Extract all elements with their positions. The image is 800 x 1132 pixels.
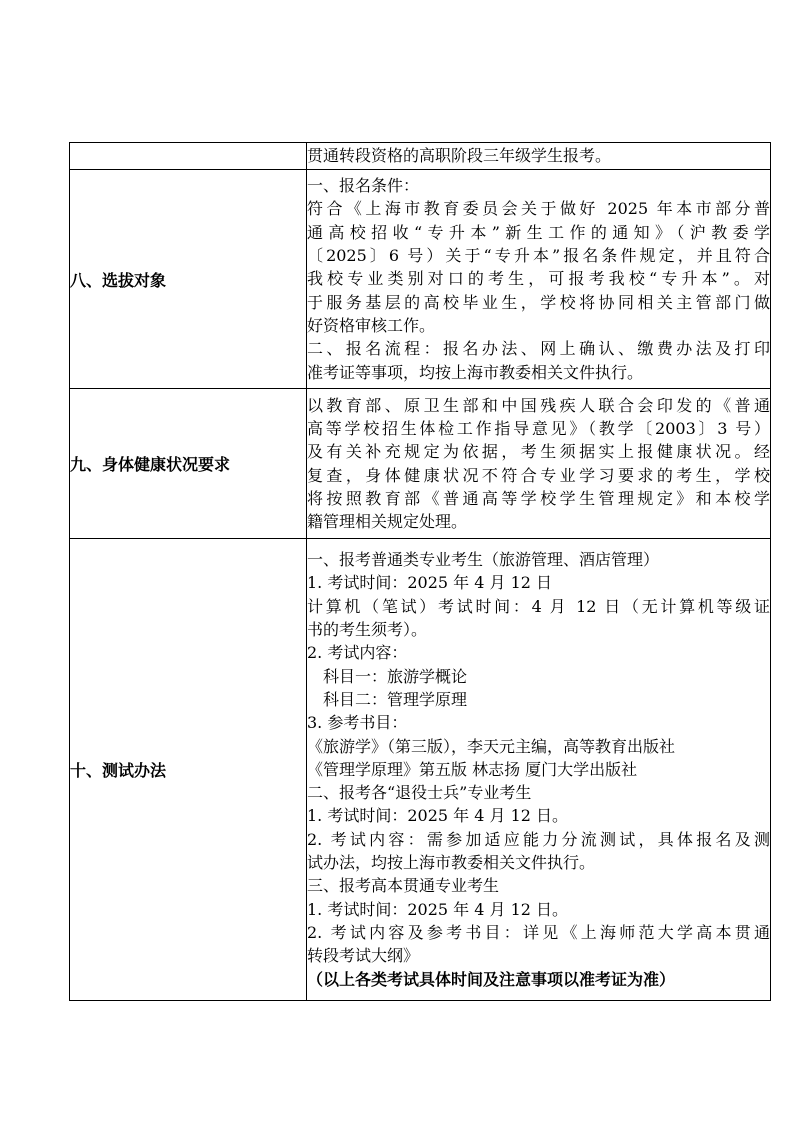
table-row <box>70 170 771 389</box>
content-line: 准考证等事项，均按上海市教委相关文件执行。 <box>307 362 644 382</box>
content-line: 2. 考试内容：需参加适应能力分流测试，具体报名及测 <box>307 829 770 849</box>
content-line: 计算机（笔试）考试时间：4 月 12 日（无计算机等级证 <box>307 596 770 616</box>
content-line: 一、报考普通类专业考生（旅游管理、酒店管理） <box>307 550 660 570</box>
row-label <box>70 143 307 170</box>
table-row <box>70 143 771 170</box>
content-line: 二、报名流程：报名办法、网上确认、缴费办法及打印 <box>307 339 770 359</box>
row-label: 十、测试办法 <box>70 539 307 1001</box>
content-line: 通高校招收“专升本”新生工作的通知》（沪教委学 <box>307 222 770 242</box>
row-content <box>307 143 771 170</box>
content-line: 〔2025〕6 号）关于“专升本”报名条件规定，并且符合 <box>307 246 770 266</box>
row-content <box>307 170 771 389</box>
content-line: 转段考试大纲》 <box>307 946 420 966</box>
content-line: 《管理学原理》第五版 林志扬 厦门大学出版社 <box>307 759 638 779</box>
table-row <box>70 389 771 539</box>
row-content <box>307 539 771 1001</box>
exam-notice: （以上各类考试具体时间及注意事项以准考证为准） <box>307 969 676 989</box>
content-line: 贯通转段资格的高职阶段三年级学生报考。 <box>307 146 612 166</box>
content-line: 籍管理相关规定处理。 <box>307 512 468 532</box>
content-line: 复查，身体健康状况不符合专业学习要求的考生，学校 <box>307 465 770 485</box>
content-line: 以教育部、原卫生部和中国残疾人联合会印发的《普通 <box>307 395 770 415</box>
content-line: 1. 考试时间：2025 年 4 月 12 日。 <box>307 899 569 919</box>
content-line: 1. 考试时间：2025 年 4 月 12 日 <box>307 573 553 593</box>
row-content <box>307 389 771 539</box>
content-line: 3. 参考书目： <box>307 713 408 733</box>
row-label: 九、身体健康状况要求 <box>70 389 307 539</box>
content-line: 符合《上海市教育委员会关于做好 2025 年本市部分普 <box>307 199 770 219</box>
content-line: 书的考生须考）。 <box>307 620 428 640</box>
content-line: 我校专业类别对口的考生，可报考我校“专升本”。对 <box>307 269 770 289</box>
content-line: 一、报名条件： <box>307 176 420 196</box>
content-line: 科目一：旅游学概论 <box>323 666 468 686</box>
content-line: 二、报考各“退役士兵”专业考生 <box>307 783 532 803</box>
content-line: 于服务基层的高校毕业生，学校将协同相关主管部门做 <box>307 292 770 312</box>
row-label: 八、选拔对象 <box>70 170 307 389</box>
admission-table <box>69 142 771 1001</box>
content-line: 高等学校招生体检工作指导意见》（教学〔2003〕3 号） <box>307 418 770 438</box>
content-line: 将按照教育部《普通高等学校学生管理规定》和本校学 <box>307 488 770 508</box>
table-row <box>70 539 771 1001</box>
content-line: 科目二：管理学原理 <box>323 689 468 709</box>
content-line: 好资格审核工作。 <box>307 315 436 335</box>
content-line: 试办法，均按上海市教委相关文件执行。 <box>307 853 596 873</box>
content-line: 2. 考试内容： <box>307 643 408 663</box>
content-line: 及有关补充规定为依据，考生须据实上报健康状况。经 <box>307 442 770 462</box>
content-line: 《旅游学》（第三版），李天元主编，高等教育出版社 <box>307 736 676 756</box>
content-line: 三、报考高本贯通专业考生 <box>307 876 500 896</box>
content-line: 1. 考试时间：2025 年 4 月 12 日。 <box>307 806 569 826</box>
content-line: 2. 考试内容及参考书目：详见《上海师范大学高本贯通 <box>307 922 770 942</box>
